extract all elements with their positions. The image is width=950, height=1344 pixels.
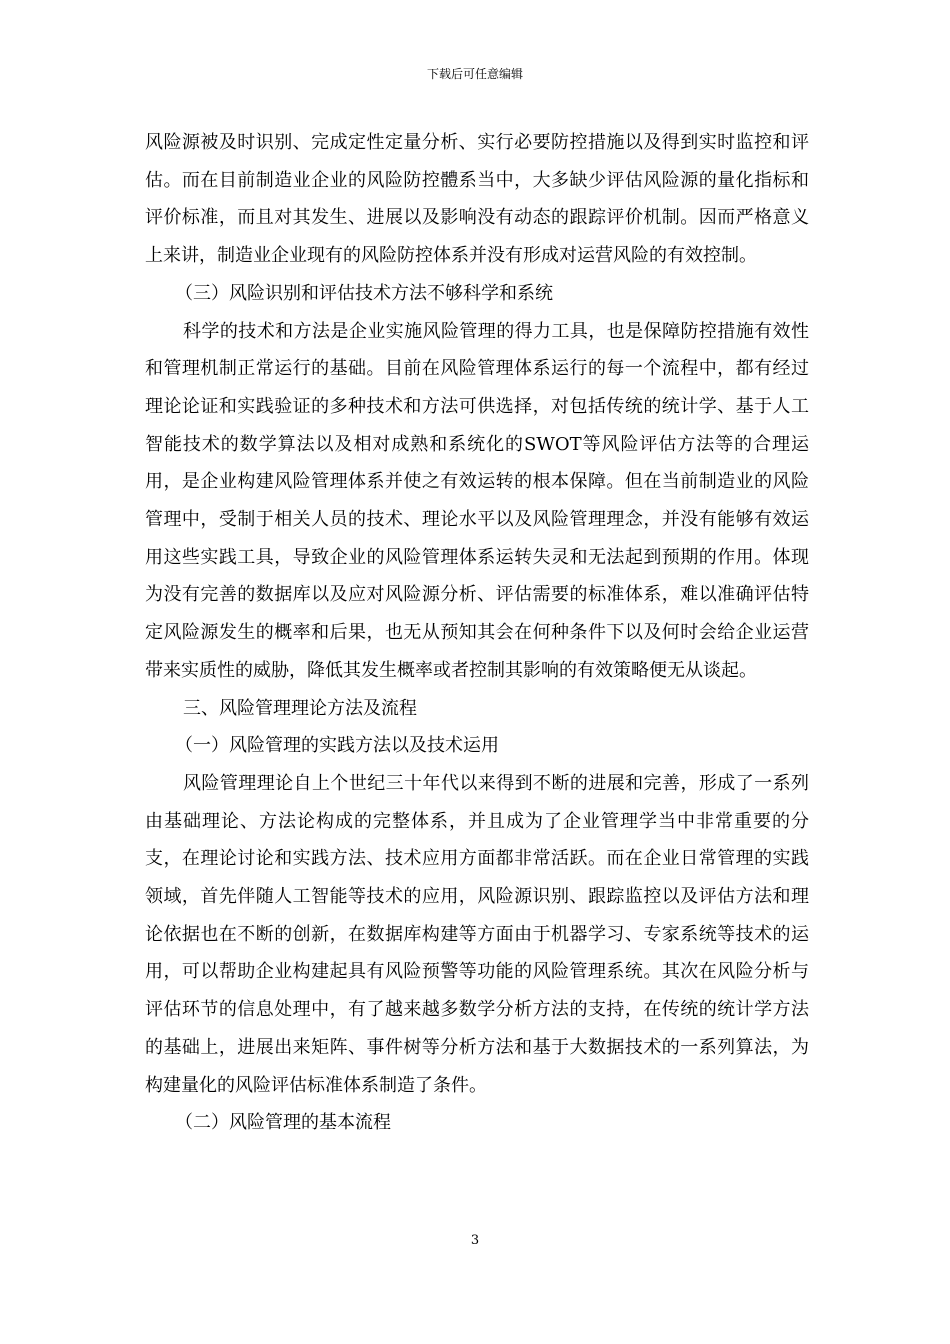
paragraph-techniques: 科学的技术和方法是企业实施风险管理的得力工具，也是保障防控措施有效性和管理机制正常运行的基础。目前在风险管理体系运行的每一个流程中，都有经过理论论证和实践验证的多种技术和方法可供选择，对包括传统的统计学、基于人工智能技术的数学算法以及相对成熟和系统化的SWOT等风险评估方法等的合理运用，是企业构建风险管理体系并使之有效运转的根本保障。但在当前制造业的风险管理中，受制于相关人员的技术、理论水平以及风险管理理念，并没有能够有效运用这些实践工具，导致企业的风险管理体系运转失灵和无法起到预期的作用。体现为没有完善的数据库以及应对风险源分析、评估需要的标准体系，难以准确评估特定风险源发生的概率和后果，也无从预知其会在何种条件下以及何时会给企业运营带来实质性的威胁，降低其发生概率或者控制其影响的有效策略便无从谈起。 bbox=[145, 320, 809, 681]
paragraph-continuation: 风险源被及时识别、完成定性定量分析、实行必要防控措施以及得到实时监控和评估。而在目前制造业企业的风险防控體系当中，大多缺少评估风险源的量化指标和评价标准，而且对其发生、进展以及影响没有动态的跟踪评价机制。因而严格意义上来讲，制造业企业现有的风险防控体系并没有形成对运营风险的有效控制。 bbox=[145, 132, 809, 267]
page-header: 下载后可任意编辑 bbox=[426, 67, 523, 81]
document-body bbox=[145, 124, 809, 1142]
section-heading-3: 三、风险管理理论方法及流程 bbox=[183, 697, 417, 719]
subsection-heading-2: （二）风险管理的基本流程 bbox=[175, 1112, 391, 1134]
subsection-heading-1: （一）风险管理的实践方法以及技术运用 bbox=[175, 735, 499, 757]
page-number: 3 bbox=[470, 1233, 480, 1248]
paragraph-theory: 风险管理理论自上个世纪三十年代以来得到不断的进展和完善，形成了一系列由基础理论、方法论构成的完整体系，并且成为了企业管理学当中非常重要的分支，在理论讨论和实践方法、技术应用方面都非常活跃。而在企业日常管理的实践领域，首先伴随人工智能等技术的应用，风险源识别、跟踪监控以及评估方法和理论依据也在不断的创新，在数据库构建等方面由于机器学习、专家系统等技术的运用，可以帮助企业构建起具有风险预警等功能的风险管理系统。其次在风险分析与评估环节的信息处理中，有了越来越多数学分析方法的支持，在传统的统计学方法的基础上，进展出来矩阵、事件树等分析方法和基于大数据技术的一系列算法，为构建量化的风险评估标准体系制造了条件。 bbox=[145, 772, 809, 1096]
subsection-heading-3: （三）风险识别和评估技术方法不够科学和系统 bbox=[175, 282, 553, 304]
